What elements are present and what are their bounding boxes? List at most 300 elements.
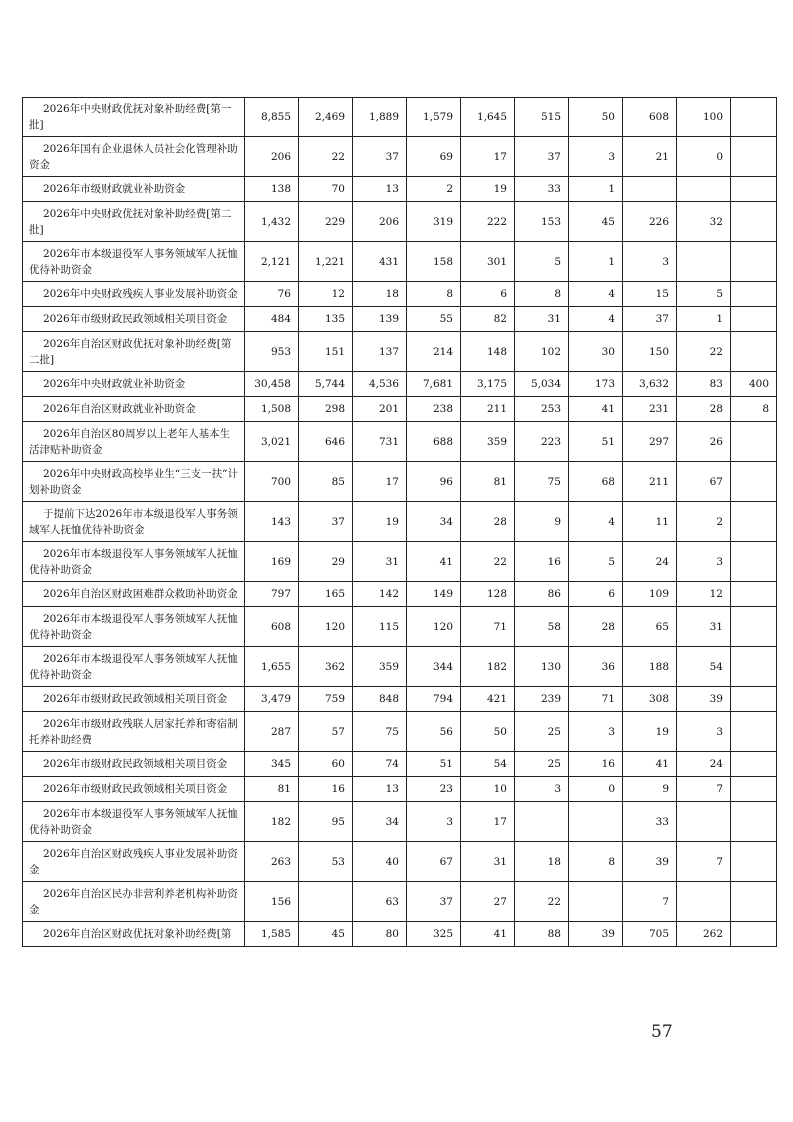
amount-cell: 142	[353, 582, 407, 607]
amount-cell: 135	[299, 307, 353, 332]
amount-cell: 797	[245, 582, 299, 607]
amount-cell: 239	[515, 687, 569, 712]
amount-cell: 6	[461, 282, 515, 307]
amount-cell	[623, 177, 677, 202]
table-row	[23, 712, 777, 752]
amount-cell	[731, 712, 777, 752]
amount-cell: 60	[299, 752, 353, 777]
table-row	[23, 802, 777, 842]
table-row	[23, 882, 777, 922]
amount-cell	[299, 882, 353, 922]
amount-cell: 37	[515, 137, 569, 177]
amount-cell	[731, 282, 777, 307]
amount-cell: 83	[677, 372, 731, 397]
amount-cell: 31	[677, 607, 731, 647]
amount-cell: 100	[677, 98, 731, 137]
amount-cell: 151	[299, 332, 353, 372]
amount-cell: 128	[461, 582, 515, 607]
amount-cell: 28	[461, 502, 515, 542]
amount-cell: 53	[299, 842, 353, 882]
amount-cell: 70	[299, 177, 353, 202]
amount-cell: 25	[515, 752, 569, 777]
amount-cell: 51	[407, 752, 461, 777]
item-name-cell: 2026年中央财政残疾人事业发展补助资金	[23, 282, 245, 307]
amount-cell: 57	[299, 712, 353, 752]
item-name-cell: 2026年中央财政就业补助资金	[23, 372, 245, 397]
amount-cell: 13	[353, 177, 407, 202]
amount-cell	[677, 242, 731, 282]
amount-cell: 7,681	[407, 372, 461, 397]
amount-cell	[731, 307, 777, 332]
item-name-cell: 2026年市级财政民政领域相关项目资金	[23, 687, 245, 712]
amount-cell: 30	[569, 332, 623, 372]
amount-cell: 13	[353, 777, 407, 802]
amount-cell: 150	[623, 332, 677, 372]
amount-cell: 211	[461, 397, 515, 422]
amount-cell: 8	[515, 282, 569, 307]
amount-cell: 5,034	[515, 372, 569, 397]
amount-cell: 231	[623, 397, 677, 422]
amount-cell: 15	[623, 282, 677, 307]
amount-cell: 345	[245, 752, 299, 777]
item-name-cell: 2026年自治区财政残疾人事业发展补助资金	[23, 842, 245, 882]
amount-cell: 7	[623, 882, 677, 922]
amount-cell: 297	[623, 422, 677, 462]
amount-cell: 50	[569, 98, 623, 137]
amount-cell	[731, 137, 777, 177]
item-name-cell: 2026年市级财政就业补助资金	[23, 177, 245, 202]
amount-cell: 359	[461, 422, 515, 462]
amount-cell: 22	[299, 137, 353, 177]
amount-cell: 608	[245, 607, 299, 647]
amount-cell: 16	[569, 752, 623, 777]
amount-cell: 22	[461, 542, 515, 582]
amount-cell	[731, 777, 777, 802]
amount-cell	[731, 502, 777, 542]
amount-cell: 102	[515, 332, 569, 372]
amount-cell: 262	[677, 922, 731, 947]
amount-cell: 362	[299, 647, 353, 687]
amount-cell: 81	[245, 777, 299, 802]
amount-cell: 65	[623, 607, 677, 647]
amount-cell	[731, 542, 777, 582]
amount-cell	[731, 647, 777, 687]
amount-cell	[515, 802, 569, 842]
amount-cell: 0	[569, 777, 623, 802]
item-name-cell: 2026年市级财政民政领域相关项目资金	[23, 307, 245, 332]
amount-cell: 138	[245, 177, 299, 202]
amount-cell: 188	[623, 647, 677, 687]
amount-cell: 6	[569, 582, 623, 607]
table-row	[23, 647, 777, 687]
amount-cell: 1	[569, 177, 623, 202]
amount-cell: 319	[407, 202, 461, 242]
amount-cell: 37	[623, 307, 677, 332]
amount-cell: 149	[407, 582, 461, 607]
amount-cell: 25	[515, 712, 569, 752]
amount-cell	[731, 98, 777, 137]
amount-cell: 688	[407, 422, 461, 462]
table-row	[23, 137, 777, 177]
amount-cell: 39	[677, 687, 731, 712]
amount-cell: 9	[623, 777, 677, 802]
amount-cell: 201	[353, 397, 407, 422]
amount-cell: 148	[461, 332, 515, 372]
amount-cell: 26	[677, 422, 731, 462]
amount-cell: 37	[299, 502, 353, 542]
amount-cell: 173	[569, 372, 623, 397]
amount-cell: 1,889	[353, 98, 407, 137]
item-name-cell: 2026年市级财政民政领域相关项目资金	[23, 752, 245, 777]
table-row	[23, 542, 777, 582]
amount-cell: 30,458	[245, 372, 299, 397]
amount-cell: 96	[407, 462, 461, 502]
amount-cell: 63	[353, 882, 407, 922]
amount-cell	[677, 177, 731, 202]
amount-cell: 431	[353, 242, 407, 282]
amount-cell: 3	[569, 137, 623, 177]
amount-cell: 646	[299, 422, 353, 462]
amount-cell: 8	[731, 397, 777, 422]
item-name-cell: 2026年市本级退役军人事务领域军人抚恤优待补助资金	[23, 242, 245, 282]
amount-cell: 359	[353, 647, 407, 687]
amount-cell: 41	[623, 752, 677, 777]
amount-cell: 211	[623, 462, 677, 502]
table-body	[23, 98, 777, 947]
amount-cell: 67	[407, 842, 461, 882]
amount-cell: 0	[677, 137, 731, 177]
table-row	[23, 98, 777, 137]
amount-cell: 731	[353, 422, 407, 462]
amount-cell: 10	[461, 777, 515, 802]
amount-cell: 36	[569, 647, 623, 687]
amount-cell: 308	[623, 687, 677, 712]
amount-cell: 40	[353, 842, 407, 882]
amount-cell: 17	[461, 802, 515, 842]
amount-cell: 1,645	[461, 98, 515, 137]
amount-cell: 32	[677, 202, 731, 242]
amount-cell: 206	[245, 137, 299, 177]
amount-cell: 130	[515, 647, 569, 687]
amount-cell: 222	[461, 202, 515, 242]
amount-cell: 18	[515, 842, 569, 882]
amount-cell: 153	[515, 202, 569, 242]
amount-cell: 4	[569, 502, 623, 542]
amount-cell: 2,469	[299, 98, 353, 137]
page-number: 57	[651, 1022, 673, 1042]
amount-cell: 27	[461, 882, 515, 922]
amount-cell: 71	[569, 687, 623, 712]
amount-cell	[731, 422, 777, 462]
amount-cell: 182	[461, 647, 515, 687]
amount-cell: 253	[515, 397, 569, 422]
amount-cell: 29	[299, 542, 353, 582]
amount-cell	[677, 882, 731, 922]
amount-cell: 17	[353, 462, 407, 502]
amount-cell: 2,121	[245, 242, 299, 282]
amount-cell: 85	[299, 462, 353, 502]
amount-cell: 3	[677, 712, 731, 752]
amount-cell: 1,432	[245, 202, 299, 242]
table-row	[23, 242, 777, 282]
amount-cell: 41	[569, 397, 623, 422]
item-name-cell: 2026年国有企业退休人员社会化管理补助资金	[23, 137, 245, 177]
item-name-cell: 2026年市级财政残联人居家托养和寄宿制托养补助经费	[23, 712, 245, 752]
table-row	[23, 422, 777, 462]
amount-cell	[677, 802, 731, 842]
item-name-cell: 于提前下达2026年市本级退役军人事务领域军人抚恤优待补助资金	[23, 502, 245, 542]
amount-cell	[731, 177, 777, 202]
amount-cell: 3	[569, 712, 623, 752]
amount-cell: 41	[461, 922, 515, 947]
amount-cell: 21	[623, 137, 677, 177]
amount-cell: 22	[677, 332, 731, 372]
amount-cell: 17	[461, 137, 515, 177]
item-name-cell: 2026年中央财政高校毕业生“三支一扶”计划补助资金	[23, 462, 245, 502]
amount-cell: 11	[623, 502, 677, 542]
amount-cell: 81	[461, 462, 515, 502]
amount-cell: 86	[515, 582, 569, 607]
amount-cell: 158	[407, 242, 461, 282]
amount-cell: 33	[515, 177, 569, 202]
table-row	[23, 282, 777, 307]
amount-cell	[569, 882, 623, 922]
amount-cell: 74	[353, 752, 407, 777]
amount-cell: 794	[407, 687, 461, 712]
amount-cell: 169	[245, 542, 299, 582]
funding-allocation-table	[22, 97, 777, 947]
amount-cell: 41	[407, 542, 461, 582]
amount-cell: 120	[299, 607, 353, 647]
amount-cell: 8	[407, 282, 461, 307]
item-name-cell: 2026年市级财政民政领域相关项目资金	[23, 777, 245, 802]
item-name-cell: 2026年市本级退役军人事务领域军人抚恤优待补助资金	[23, 542, 245, 582]
amount-cell: 34	[407, 502, 461, 542]
amount-cell: 182	[245, 802, 299, 842]
amount-cell: 7	[677, 842, 731, 882]
table-row	[23, 777, 777, 802]
amount-cell: 95	[299, 802, 353, 842]
table-row	[23, 582, 777, 607]
amount-cell	[731, 582, 777, 607]
amount-cell: 3,632	[623, 372, 677, 397]
amount-cell: 238	[407, 397, 461, 422]
amount-cell: 3	[407, 802, 461, 842]
table-row	[23, 502, 777, 542]
amount-cell	[731, 842, 777, 882]
table-row	[23, 307, 777, 332]
amount-cell: 75	[515, 462, 569, 502]
item-name-cell: 2026年中央财政优抚对象补助经费[第二批]	[23, 202, 245, 242]
amount-cell: 9	[515, 502, 569, 542]
table-row	[23, 922, 777, 947]
amount-cell: 8,855	[245, 98, 299, 137]
amount-cell: 12	[677, 582, 731, 607]
amount-cell: 4	[569, 282, 623, 307]
amount-cell: 484	[245, 307, 299, 332]
table-row	[23, 752, 777, 777]
amount-cell: 67	[677, 462, 731, 502]
amount-cell	[731, 607, 777, 647]
amount-cell: 3	[677, 542, 731, 582]
amount-cell: 3	[623, 242, 677, 282]
amount-cell: 71	[461, 607, 515, 647]
amount-cell: 75	[353, 712, 407, 752]
amount-cell: 1	[569, 242, 623, 282]
amount-cell: 51	[569, 422, 623, 462]
amount-cell: 139	[353, 307, 407, 332]
amount-cell: 37	[407, 882, 461, 922]
amount-cell: 24	[677, 752, 731, 777]
amount-cell	[731, 462, 777, 502]
amount-cell: 31	[515, 307, 569, 332]
amount-cell: 8	[569, 842, 623, 882]
item-name-cell: 2026年自治区财政就业补助资金	[23, 397, 245, 422]
amount-cell: 58	[515, 607, 569, 647]
amount-cell: 3,479	[245, 687, 299, 712]
amount-cell: 82	[461, 307, 515, 332]
amount-cell: 1,579	[407, 98, 461, 137]
amount-cell: 165	[299, 582, 353, 607]
amount-cell: 421	[461, 687, 515, 712]
item-name-cell: 2026年自治区财政困难群众救助补助资金	[23, 582, 245, 607]
item-name-cell: 2026年市本级退役军人事务领域军人抚恤优待补助资金	[23, 607, 245, 647]
amount-cell: 50	[461, 712, 515, 752]
amount-cell: 214	[407, 332, 461, 372]
amount-cell: 226	[623, 202, 677, 242]
amount-cell: 953	[245, 332, 299, 372]
amount-cell: 45	[299, 922, 353, 947]
item-name-cell: 2026年自治区80周岁以上老年人基本生活津贴补助资金	[23, 422, 245, 462]
amount-cell: 55	[407, 307, 461, 332]
item-name-cell: 2026年市本级退役军人事务领域军人抚恤优待补助资金	[23, 802, 245, 842]
amount-cell: 5	[515, 242, 569, 282]
amount-cell	[731, 687, 777, 712]
item-name-cell: 2026年自治区财政优抚对象补助经费[第二批]	[23, 332, 245, 372]
amount-cell: 69	[407, 137, 461, 177]
amount-cell: 39	[623, 842, 677, 882]
amount-cell: 16	[299, 777, 353, 802]
amount-cell	[569, 802, 623, 842]
amount-cell: 229	[299, 202, 353, 242]
table-row	[23, 202, 777, 242]
amount-cell: 28	[569, 607, 623, 647]
amount-cell: 700	[245, 462, 299, 502]
amount-cell: 156	[245, 882, 299, 922]
amount-cell	[731, 922, 777, 947]
amount-cell: 344	[407, 647, 461, 687]
amount-cell: 33	[623, 802, 677, 842]
amount-cell: 2	[407, 177, 461, 202]
amount-cell: 848	[353, 687, 407, 712]
table-row	[23, 177, 777, 202]
amount-cell: 39	[569, 922, 623, 947]
amount-cell	[731, 202, 777, 242]
amount-cell: 287	[245, 712, 299, 752]
table-row	[23, 687, 777, 712]
amount-cell: 5	[569, 542, 623, 582]
amount-cell: 400	[731, 372, 777, 397]
amount-cell: 263	[245, 842, 299, 882]
amount-cell	[731, 752, 777, 777]
item-name-cell: 2026年自治区民办非营利养老机构补助资金	[23, 882, 245, 922]
item-name-cell: 2026年市本级退役军人事务领域军人抚恤优待补助资金	[23, 647, 245, 687]
amount-cell: 3	[515, 777, 569, 802]
amount-cell: 5	[677, 282, 731, 307]
amount-cell: 76	[245, 282, 299, 307]
amount-cell: 56	[407, 712, 461, 752]
amount-cell: 1,508	[245, 397, 299, 422]
amount-cell: 705	[623, 922, 677, 947]
amount-cell: 5,744	[299, 372, 353, 397]
amount-cell: 4,536	[353, 372, 407, 397]
table-row	[23, 372, 777, 397]
amount-cell: 12	[299, 282, 353, 307]
amount-cell: 1,655	[245, 647, 299, 687]
amount-cell: 115	[353, 607, 407, 647]
table-row	[23, 332, 777, 372]
amount-cell: 4	[569, 307, 623, 332]
amount-cell: 137	[353, 332, 407, 372]
amount-cell: 31	[461, 842, 515, 882]
amount-cell: 68	[569, 462, 623, 502]
table-row	[23, 462, 777, 502]
amount-cell: 143	[245, 502, 299, 542]
amount-cell: 28	[677, 397, 731, 422]
amount-cell: 54	[461, 752, 515, 777]
amount-cell: 608	[623, 98, 677, 137]
amount-cell: 120	[407, 607, 461, 647]
amount-cell: 759	[299, 687, 353, 712]
amount-cell: 301	[461, 242, 515, 282]
amount-cell: 515	[515, 98, 569, 137]
amount-cell: 223	[515, 422, 569, 462]
amount-cell: 1	[677, 307, 731, 332]
amount-cell: 18	[353, 282, 407, 307]
amount-cell: 2	[677, 502, 731, 542]
amount-cell: 1,585	[245, 922, 299, 947]
table-row	[23, 607, 777, 647]
amount-cell: 298	[299, 397, 353, 422]
amount-cell	[731, 242, 777, 282]
amount-cell: 19	[353, 502, 407, 542]
item-name-cell: 2026年自治区财政优抚对象补助经费[第	[23, 922, 245, 947]
amount-cell	[731, 802, 777, 842]
amount-cell: 16	[515, 542, 569, 582]
amount-cell: 109	[623, 582, 677, 607]
amount-cell: 1,221	[299, 242, 353, 282]
amount-cell: 23	[407, 777, 461, 802]
amount-cell: 22	[515, 882, 569, 922]
amount-cell: 206	[353, 202, 407, 242]
amount-cell: 37	[353, 137, 407, 177]
amount-cell	[731, 332, 777, 372]
item-name-cell: 2026年中央财政优抚对象补助经费[第一批]	[23, 98, 245, 137]
amount-cell: 88	[515, 922, 569, 947]
amount-cell	[731, 882, 777, 922]
amount-cell: 34	[353, 802, 407, 842]
amount-cell: 7	[677, 777, 731, 802]
amount-cell: 19	[623, 712, 677, 752]
amount-cell: 31	[353, 542, 407, 582]
table-row	[23, 842, 777, 882]
amount-cell: 3,175	[461, 372, 515, 397]
amount-cell: 54	[677, 647, 731, 687]
amount-cell: 325	[407, 922, 461, 947]
amount-cell: 45	[569, 202, 623, 242]
table-row	[23, 397, 777, 422]
amount-cell: 80	[353, 922, 407, 947]
